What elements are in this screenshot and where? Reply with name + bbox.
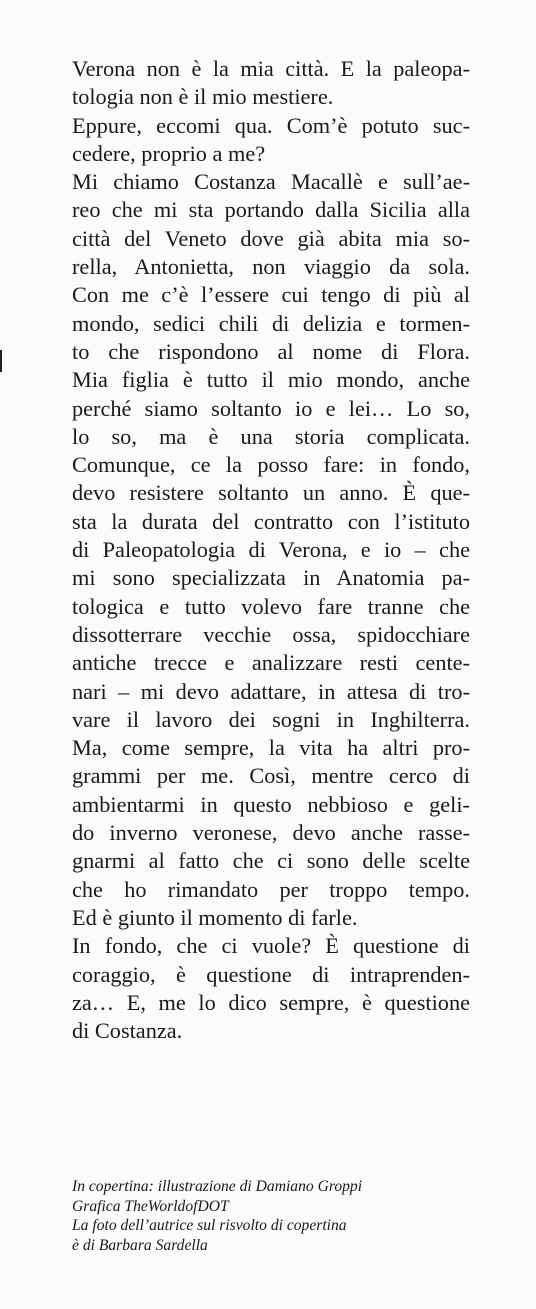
blurb-line: do inverno veronese, devo anche rasse- xyxy=(72,820,470,846)
blurb-line: Mia figlia è tutto il mio mondo, anche xyxy=(72,367,470,393)
blurb-line: nari – mi devo adattare, in attesa di tro- xyxy=(72,678,470,704)
blurb-line: In fondo, che ci vuole? È questione di xyxy=(72,933,470,959)
blurb-line: sta la durata del contratto con l’istituto xyxy=(72,508,470,534)
blurb-line: Mi chiamo Costanza Macallè e sull’ae- xyxy=(72,169,470,195)
blurb-line: ambientarmi in questo nebbioso e geli- xyxy=(72,791,470,817)
blurb-line: gnarmi al fatto che ci sono delle scelte xyxy=(72,848,470,874)
blurb-line: Ed è giunto il momento di farle. xyxy=(72,904,358,930)
blurb-line: perché siamo soltanto io e lei… Lo so, xyxy=(72,395,470,421)
blurb-line: rella, Antonietta, non viaggio da sola. xyxy=(72,254,470,280)
blurb-line: antiche trecce e analizzare resti cente- xyxy=(72,650,470,676)
blurb-line: to che rispondono al nome di Flora. xyxy=(72,338,470,364)
blurb-line: Con me c’è l’essere cui tengo di più al xyxy=(72,282,470,308)
blurb-line: tologia non è il mio mestiere. xyxy=(72,84,334,110)
blurb-line: tologica e tutto volevo fare tranne che xyxy=(72,593,470,619)
blurb-line: di Costanza. xyxy=(72,1018,183,1044)
blurb-line: lo so, ma è una storia complicata. xyxy=(72,423,470,449)
credit-line: In copertina: illustrazione di Damiano Groppi xyxy=(72,1178,363,1195)
blurb-line: Comunque, ce la posso fare: in fondo, xyxy=(72,452,470,478)
blurb-line: Ma, come sempre, la vita ha altri pro- xyxy=(72,735,470,761)
blurb-line: città del Veneto dove già abita mia so- xyxy=(72,225,470,251)
blurb-line: mi sono specializzata in Anatomia pa- xyxy=(72,565,470,591)
page-edge-mark xyxy=(0,350,2,372)
blurb-line: vare il lavoro dei sogni in Inghilterra. xyxy=(72,706,470,732)
blurb-line: che ho rimandato per troppo tempo. xyxy=(72,876,470,902)
credit-line: Grafica TheWorldofDOT xyxy=(72,1197,229,1215)
blurb-line: cedere, proprio a me? xyxy=(72,140,266,166)
blurb-line: Eppure, eccomi qua. Com’è potuto suc- xyxy=(72,112,470,138)
blurb-line: dissotterrare vecchie ossa, spidocchiare xyxy=(72,621,470,647)
blurb-line: za… E, me lo dico sempre, è questione xyxy=(72,989,470,1015)
credit-line: è di Barbara Sardella xyxy=(72,1236,208,1254)
blurb-text xyxy=(72,55,470,1045)
blurb-line: grammi per me. Così, mentre cerco di xyxy=(72,763,470,789)
blurb-line: di Paleopatologia di Verona, e io – che xyxy=(72,537,470,563)
credit-line: La foto dell’autrice sul risvolto di copertina xyxy=(72,1217,347,1235)
cover-credits xyxy=(72,1177,472,1255)
blurb-line: reo che mi sta portando dalla Sicilia alla xyxy=(72,197,470,223)
blurb-line: coraggio, è questione di intraprenden- xyxy=(72,961,470,987)
blurb-line: Verona non è la mia città. E la paleopa- xyxy=(72,56,470,81)
blurb-line: mondo, sedici chili di delizia e tormen- xyxy=(72,310,470,336)
blurb-line: devo resistere soltanto un anno. È que- xyxy=(72,480,470,506)
